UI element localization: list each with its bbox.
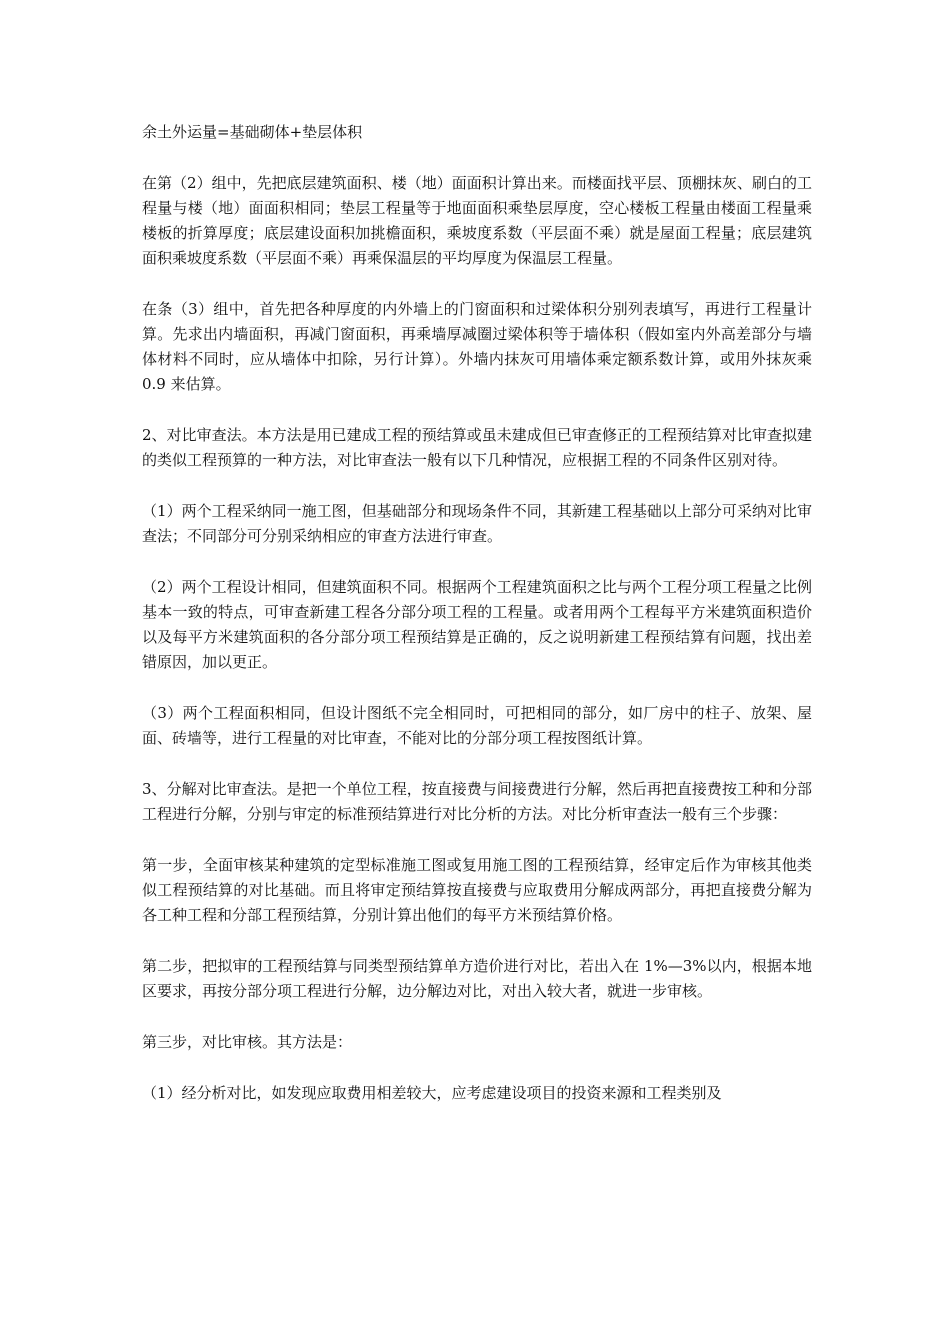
document-body [142, 120, 812, 1106]
paragraph-group-3: 在条（3）组中，首先把各种厚度的内外墙上的门窗面积和过梁体积分别列表填写，再进行工程量计算。先求出内墙面积，再减门窗面积，再乘墙厚减圈过梁体积等于墙体积（假如室内外高差部分与墙体材料不同时，应从墙体中扣除，另行计算）。外墙内抹灰可用墙体乘定额系数计算，或用外抹灰乘 0.9 来估算。 [142, 300, 812, 393]
paragraph-case-3: （3）两个工程面积相同，但设计图纸不完全相同时，可把相同的部分，如厂房中的柱子、放架、屋面、砖墙等，进行工程量的对比审查，不能对比的分部分项工程按图纸计算。 [142, 704, 812, 747]
paragraph-comparison-method: 2、对比审查法。本方法是用已建成工程的预结算或虽未建成但已审查修正的工程预结算对比审查拟建的类似工程预算的一种方法，对比审查法一般有以下几种情况，应根据工程的不同条件区别对待。 [142, 426, 812, 469]
paragraph-group-2: 在第（2）组中，先把底层建筑面积、楼（地）面面积计算出来。而楼面找平层、顶棚抹灰、刷白的工程量与楼（地）面面积相同；垫层工程量等于地面面积乘垫层厚度，空心楼板工程量由楼面工程量乘楼板的折算厚度；底层建设面积加挑檐面积，乘坡度系数（平层面不乘）就是屋面工程量；底层建筑面积乘坡度系数（平层面不乘）再乘保温层的平均厚度为保温层工程量。 [142, 174, 812, 267]
paragraph-decomposition-method: 3、分解对比审查法。是把一个单位工程，按直接费与间接费进行分解，然后再把直接费按工种和分部工程进行分解，分别与审定的标准预结算进行对比分析的方法。对比分析审查法一般有三个步骤： [142, 780, 812, 823]
paragraph-excess-soil-formula: 余土外运量=基础砌体+垫层体积 [142, 123, 363, 141]
paragraph-step-1: 第一步，全面审核某种建筑的定型标准施工图或复用施工图的工程预结算，经审定后作为审核其他类似工程预结算的对比基础。而且将审定预结算按直接费与应取费用分解成两部分，再把直接费分解为各工种工程和分部工程预结算，分别计算出他们的每平方米预结算价格。 [142, 856, 812, 924]
paragraph-step-3-item-1: （1）经分析对比，如发现应取费用相差较大，应考虑建设项目的投资来源和工程类别及 [142, 1084, 722, 1102]
paragraph-step-2: 第二步，把拟审的工程预结算与同类型预结算单方造价进行对比，若出入在 1%—3%以内，根据本地区要求，再按分部分项工程进行分解，边分解边对比，对出入较大者，就进一步审核。 [142, 957, 812, 1000]
paragraph-step-3: 第三步，对比审核。其方法是： [142, 1033, 353, 1051]
paragraph-case-1: （1）两个工程采纳同一施工图，但基础部分和现场条件不同，其新建工程基础以上部分可采纳对比审查法；不同部分可分别采纳相应的审查方法进行审查。 [142, 502, 812, 545]
paragraph-case-2: （2）两个工程设计相同，但建筑面积不同。根据两个工程建筑面积之比与两个工程分项工程量之比例基本一致的特点，可审查新建工程各分部分项工程的工程量。或者用两个工程每平方米建筑面积造价以及每平方米建筑面积的各分部分项工程预结算是正确的，反之说明新建工程预结算有问题，找出差错原因，加以更正。 [142, 578, 812, 671]
